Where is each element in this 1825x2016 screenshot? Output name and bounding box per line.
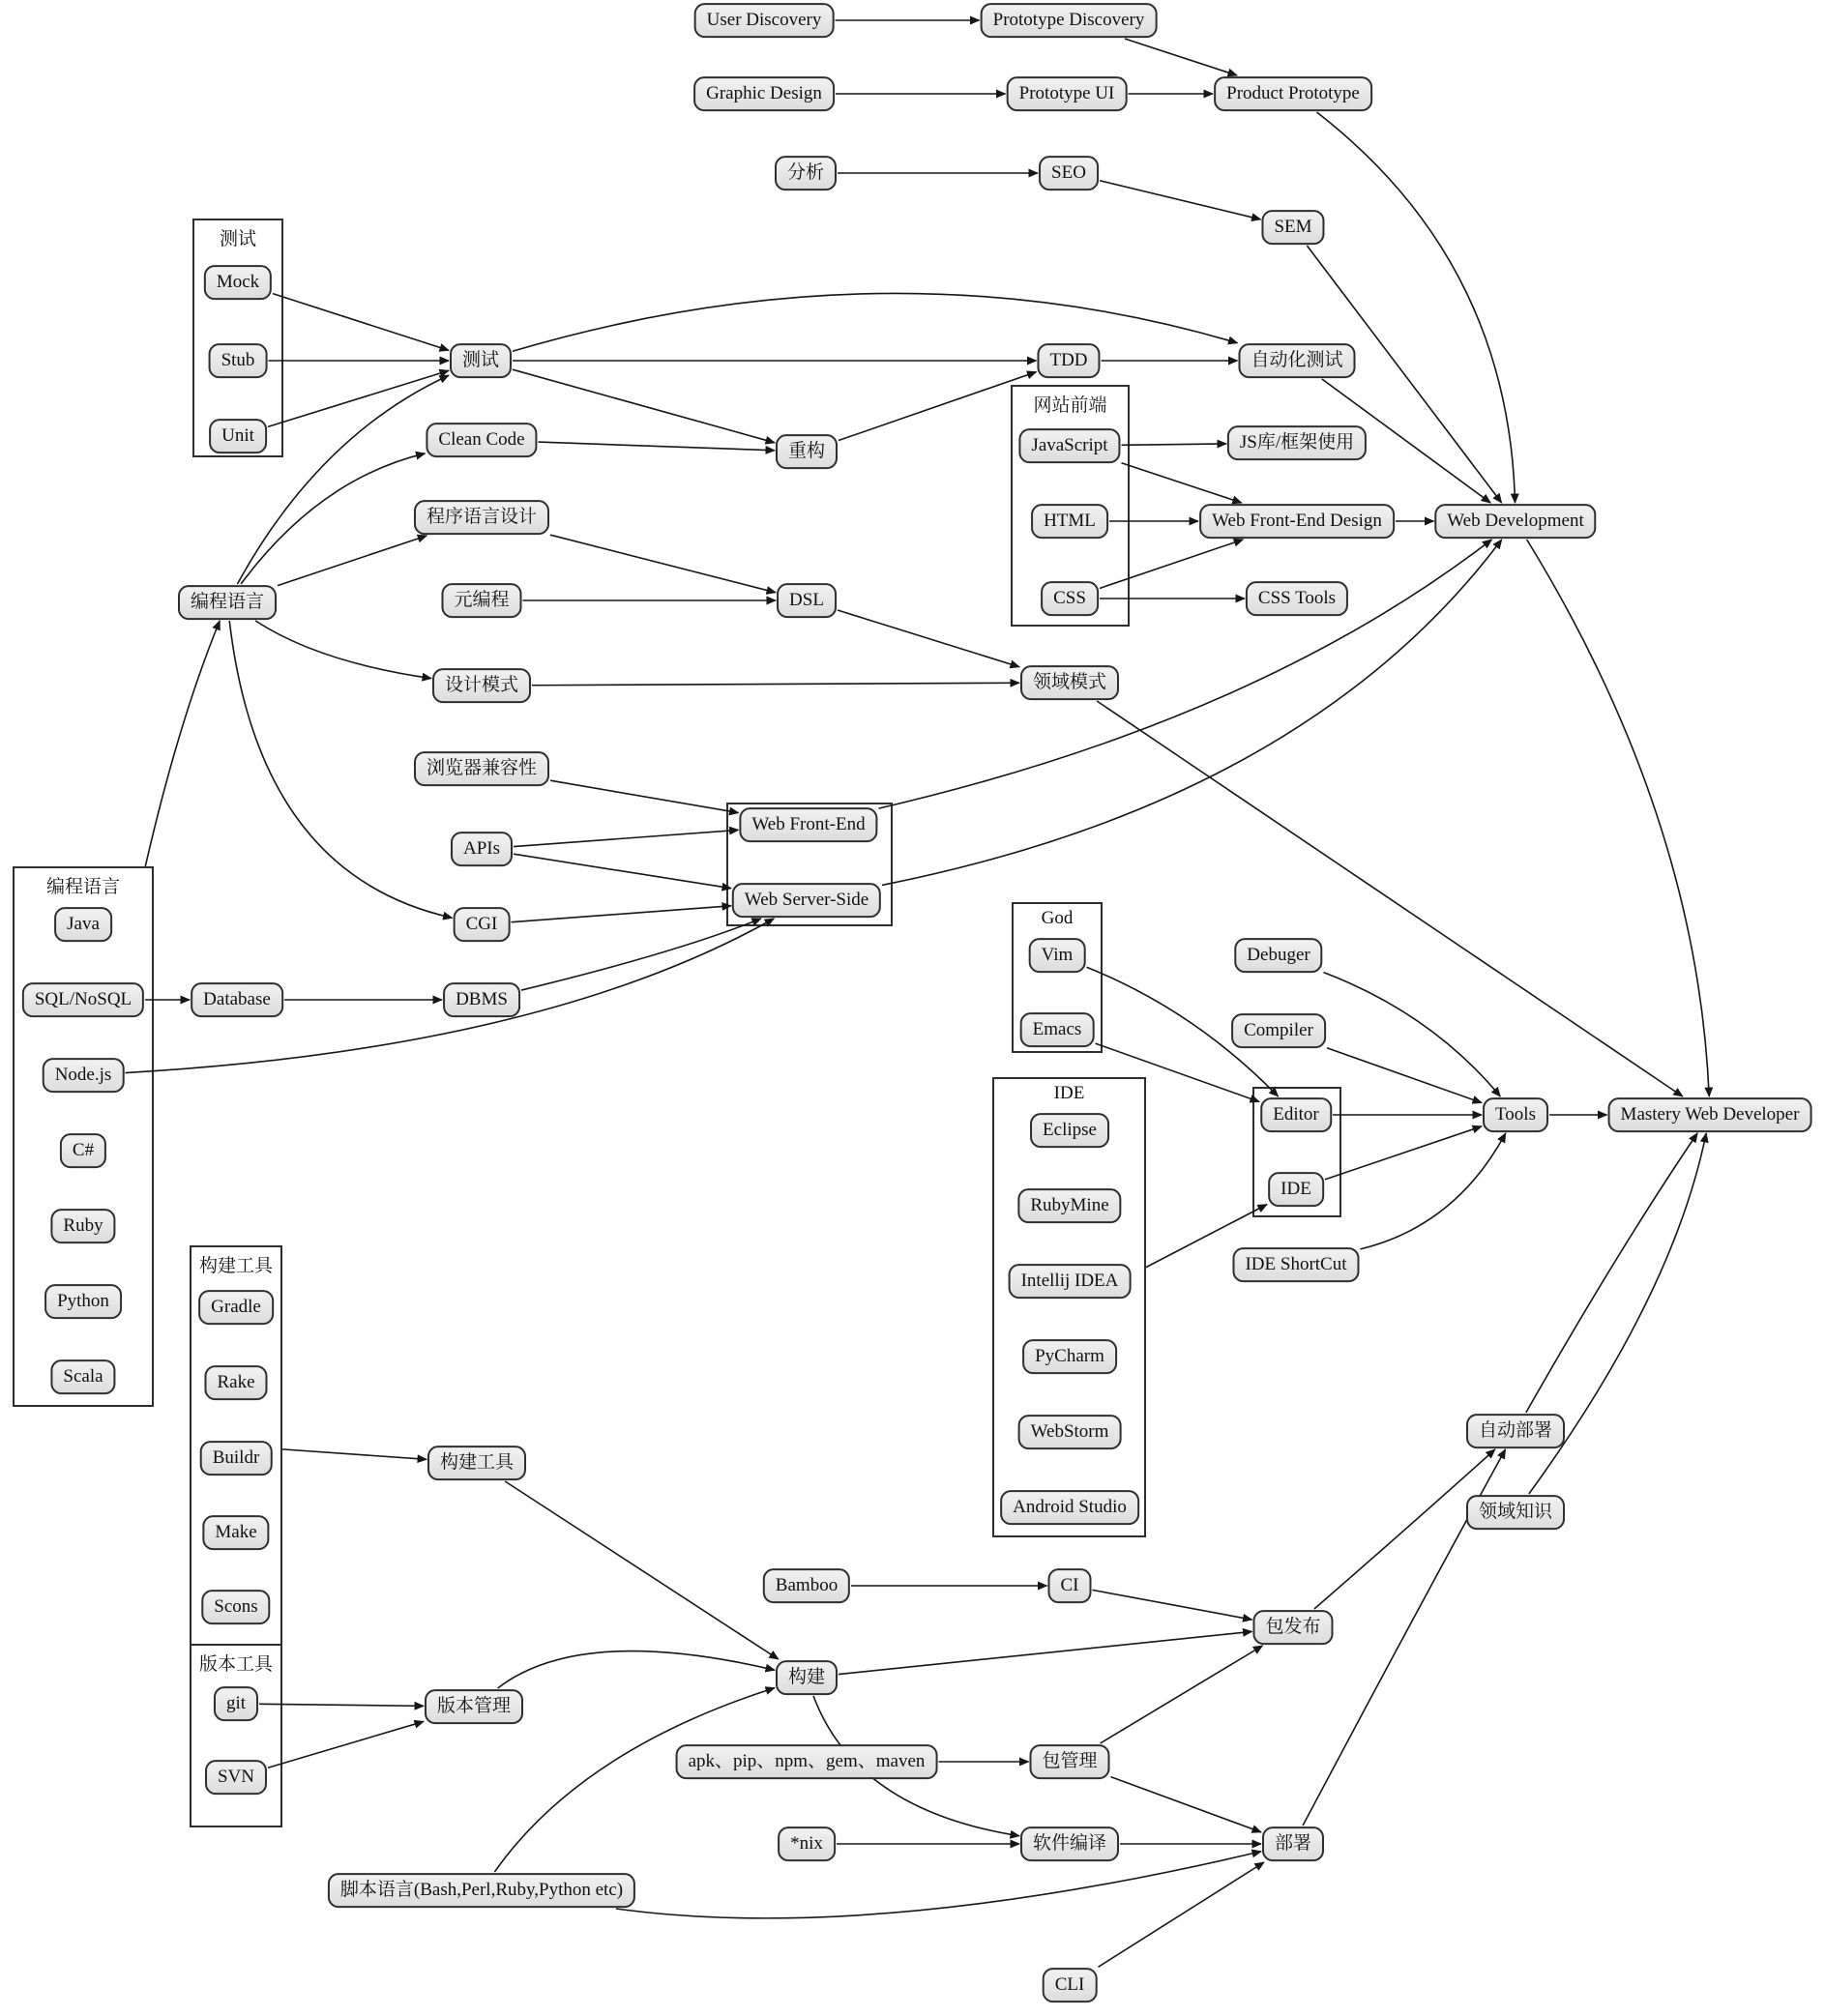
node-seo: SEO (1039, 156, 1099, 190)
node-git: git (214, 1686, 258, 1721)
node-rake: Rake (204, 1365, 267, 1400)
node-svn: SVN (205, 1760, 267, 1795)
node-compiler: Compiler (1231, 1013, 1326, 1048)
edge-cli-bushu (1099, 1862, 1264, 1967)
cluster-label-c_ide: IDE (1053, 1083, 1085, 1103)
node-nodejs: Node.js (43, 1058, 125, 1093)
node-fenxi: 分析 (775, 156, 837, 190)
node-ceshi: 测试 (450, 343, 512, 378)
node-nix: *nix (778, 1826, 836, 1861)
cluster-label-c_god: God (1041, 908, 1074, 928)
edge-script_lang-bushu (616, 1852, 1261, 1918)
edge-ceshi-autotest (513, 293, 1238, 351)
edge-ide_node-tools (1325, 1126, 1482, 1180)
edge-prog_lang-clean_code (241, 453, 425, 584)
edge-mock-ceshi (273, 294, 449, 351)
edge-javascript-js_lib (1122, 444, 1227, 445)
node-buildr: Buildr (200, 1441, 273, 1475)
node-metaprog: 元编程 (441, 583, 521, 618)
node-dsl: DSL (777, 583, 837, 618)
node-pycharm: PyCharm (1022, 1339, 1117, 1374)
edge-refactor-tdd (839, 372, 1037, 441)
cluster-label-c_test: 测试 (219, 229, 256, 249)
node-java: Java (54, 907, 112, 942)
edge-ide_shortcut-tools (1361, 1133, 1506, 1249)
edge-browser_compat-wfe (550, 780, 739, 812)
node-webdev: Web Development (1434, 504, 1596, 539)
node-csharp: C# (60, 1133, 106, 1168)
node-webstorm: WebStorm (1018, 1415, 1122, 1449)
node-css: CSS (1041, 581, 1099, 616)
edge-goujian_tools-goujian (505, 1481, 779, 1659)
node-prog_lang: 编程语言 (178, 585, 277, 620)
node-androidstudio: Android Studio (1000, 1490, 1139, 1525)
node-user_discovery: User Discovery (694, 3, 835, 38)
node-stub: Stub (209, 343, 268, 378)
edge-javascript-wfed (1122, 463, 1242, 503)
node-wfe: Web Front-End (739, 807, 877, 842)
node-design_pattern: 设计模式 (432, 668, 531, 703)
edge-git-banben (259, 1704, 424, 1706)
edge-wss-webdev (882, 540, 1502, 885)
edge-baoguanli-bushu (1111, 1777, 1262, 1832)
node-rubymine: RubyMine (1017, 1188, 1121, 1223)
edge-clean_code-refactor (539, 442, 776, 451)
edge-ci-baofabu (1093, 1590, 1252, 1620)
edge-proto_discovery-product_proto (1125, 39, 1237, 75)
node-wss: Web Server-Side (732, 883, 881, 918)
cluster-c_version (190, 1644, 282, 1827)
node-goujian_tools: 构建工具 (427, 1446, 526, 1480)
node-html: HTML (1031, 504, 1108, 539)
edge-goujian-baofabu (839, 1631, 1252, 1674)
node-lang_design: 程序语言设计 (414, 500, 549, 535)
edge-webdev-mastery (1527, 540, 1710, 1096)
node-python: Python (44, 1284, 122, 1319)
node-mastery: Mastery Web Developer (1608, 1097, 1812, 1132)
edge-svn-banben (268, 1721, 424, 1768)
node-scons: Scons (201, 1590, 270, 1624)
edge-prog_lang-design_pattern (255, 621, 431, 679)
node-javascript: JavaScript (1018, 428, 1120, 463)
node-baoguanli: 包管理 (1029, 1744, 1109, 1779)
edge-dbms-wss (521, 919, 761, 990)
node-dbms: DBMS (443, 982, 520, 1017)
node-refactor: 重构 (776, 434, 838, 469)
node-wfed: Web Front-End Design (1199, 504, 1395, 539)
edge-script_lang-goujian (494, 1688, 775, 1872)
edge-banben-goujian (498, 1651, 775, 1688)
node-debuger: Debuger (1234, 938, 1322, 973)
node-ci: CI (1048, 1568, 1092, 1603)
node-vim: Vim (1029, 938, 1086, 973)
edge-prog_lang-lang_design (278, 536, 427, 586)
edge-baoguanli-baofabu (1101, 1646, 1263, 1743)
node-proto_discovery: Prototype Discovery (981, 3, 1158, 38)
node-sem: SEM (1261, 210, 1324, 245)
node-banben: 版本管理 (425, 1689, 523, 1724)
edge-compiler-tools (1327, 1048, 1482, 1103)
edge-cgi-wss (512, 906, 732, 922)
node-autotest: 自动化测试 (1238, 343, 1355, 378)
node-domain_knowledge: 领域知识 (1466, 1495, 1565, 1530)
node-css_tools: CSS Tools (1246, 581, 1348, 616)
node-mock: Mock (204, 265, 272, 300)
edge-c_build-goujian_tools (282, 1449, 427, 1459)
edge-design_pattern-domain_pattern (532, 683, 1019, 685)
node-make: Make (202, 1515, 269, 1550)
node-tools: Tools (1483, 1097, 1548, 1132)
edge-autodeploy-mastery (1526, 1133, 1697, 1413)
node-autodeploy: 自动部署 (1466, 1414, 1565, 1448)
node-baofabu: 包发布 (1252, 1610, 1333, 1645)
node-cgi: CGI (454, 907, 511, 942)
edge-c_proglang-prog_lang (145, 621, 220, 866)
edge-dsl-domain_pattern (838, 610, 1019, 667)
node-apis: APIs (451, 832, 513, 866)
node-editor: Editor (1260, 1097, 1332, 1132)
cluster-label-c_proglang: 编程语言 (45, 877, 120, 897)
node-ruby: Ruby (50, 1209, 115, 1243)
node-eclipse: Eclipse (1030, 1113, 1109, 1148)
node-scala: Scala (50, 1359, 115, 1394)
edge-ceshi-refactor (513, 369, 775, 443)
edge-apis-wss (514, 854, 731, 888)
node-browser_compat: 浏览器兼容性 (414, 751, 549, 786)
node-goujian: 构建 (776, 1660, 838, 1695)
node-graphic_design: Graphic Design (693, 76, 835, 111)
node-sqlnosql: SQL/NoSQL (22, 982, 144, 1017)
edge-apis-wfe (514, 830, 739, 846)
node-intellij: Intellij IDEA (1009, 1264, 1132, 1299)
node-softcompile: 软件编译 (1020, 1826, 1119, 1861)
node-cli: CLI (1043, 1968, 1098, 2002)
node-ide_node: IDE (1268, 1172, 1324, 1207)
node-emacs: Emacs (1020, 1012, 1095, 1047)
node-js_lib: JS库/框架使用 (1227, 425, 1367, 460)
edge-baofabu-autodeploy (1314, 1449, 1495, 1609)
cluster-label-c_frontend: 网站前端 (1033, 395, 1107, 416)
node-unit: Unit (209, 419, 267, 453)
node-bamboo: Bamboo (763, 1568, 850, 1603)
node-proto_ui: Prototype UI (1007, 76, 1128, 111)
node-pkgs: apk、pip、npm、gem、maven (676, 1744, 938, 1779)
edge-seo-sem (1100, 181, 1261, 219)
node-ide_shortcut: IDE ShortCut (1232, 1247, 1359, 1282)
cluster-label-c_build: 构建工具 (198, 1256, 273, 1276)
node-gradle: Gradle (198, 1290, 274, 1325)
node-tdd: TDD (1037, 343, 1100, 378)
node-script_lang: 脚本语言(Bash,Perl,Ruby,Python etc) (328, 1873, 635, 1908)
node-clean_code: Clean Code (426, 423, 537, 457)
edge-debuger-tools (1324, 973, 1501, 1096)
node-database: Database (191, 982, 283, 1017)
edge-lang_design-dsl (550, 535, 776, 593)
node-bushu: 部署 (1262, 1826, 1324, 1861)
edge-wfe-webdev (879, 540, 1492, 808)
node-domain_pattern: 领域模式 (1020, 665, 1119, 700)
cluster-label-c_version: 版本工具 (198, 1654, 273, 1675)
edge-domain_pattern-mastery (1097, 701, 1683, 1096)
edge-unit-ceshi (268, 370, 449, 426)
node-product_proto: Product Prototype (1214, 76, 1372, 111)
